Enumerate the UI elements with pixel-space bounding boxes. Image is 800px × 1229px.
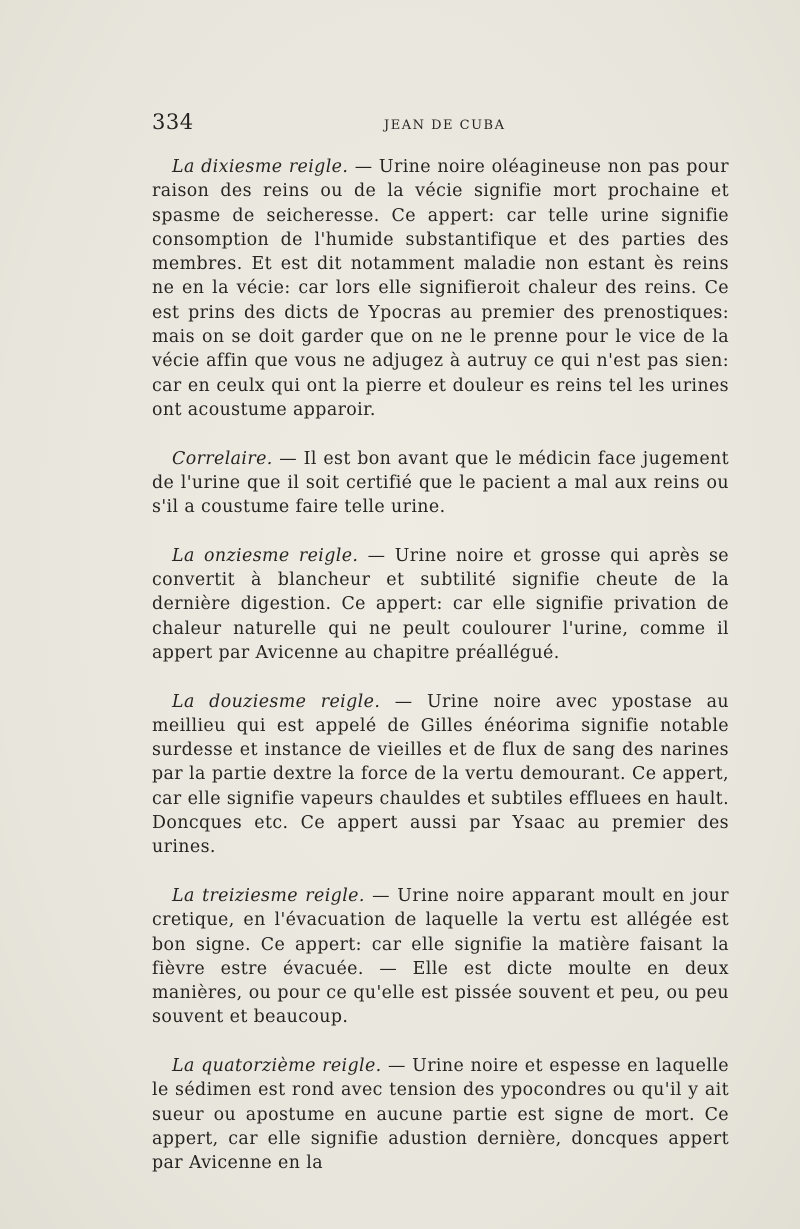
paragraph-correlaire [152,447,729,520]
page-header [152,110,728,140]
paragraph-onziesme-reigle [152,544,729,665]
page-number: 334 [152,110,194,134]
paragraph-text: — Urine noire avec ypostase au meillieu qui est appelé de Gilles énéorima signifie notable surdesse et instance de vieilles et de flux de sang des narines par la partie dextre la force de la vertu demourant. Ce appert, car elle signifie vapeurs chauldes et subtiles effluees en hault. Doncques etc. Ce appert aussi par Ysaac au premier des urines. [152,691,729,858]
rule-title: La dixiesme reigle. [172,157,349,177]
rule-title: La quatorzième reigle. [172,1055,382,1076]
paragraph-quatorzieme-reigle [152,1054,729,1175]
paragraph-treiziesme-reigle [152,884,729,1030]
rule-title: La douziesme reigle. [172,691,381,712]
paragraph-text: — Urine noire et espesse en laquelle le sédimen est rond avec tension des ypocondres ou qu'il y ait sueur ou apostume en aucune partie est signe de mort. Ce appert, car elle signifie adustion dernière, doncques appert par Avicenne en la [152,1055,729,1174]
rule-title: Correlaire. [172,448,273,469]
paragraph-douziesme-reigle [152,690,729,860]
paragraph-text: — Urine noire apparant moult en jour cretique, en l'évacuation de laquelle la vertu est allégée est bon signe. Ce appert: car elle signifie la matière faisant la fièvre estre évacuée. — Elle est dicte moulte en deux manières, ou pour ce qu'elle est pissée souvent et peu, ou peu souvent et beaucoup. [152,885,729,1028]
paragraph-text: — Il est bon avant que le médicin face jugement de l'urine que il soit certifié que le pacient a mal aux reins ou s'il a coustume faire telle urine. [152,448,729,518]
paragraph-dixiesme-reigle [152,155,729,422]
body-text [152,155,729,1175]
rule-title: La onziesme reigle. [172,545,359,566]
paragraph-text: — Urine noire oléagineuse non pas pour raison des reins ou de la vécie signifie mort prochaine et spasme de seicheresse. Ce appert: car telle urine signifie consomption de l'humide substantifique et des parties des membres. Et est dit notamment maladie non estant ès reins ne en la vécie: car lors elle signifieroit chaleur des reins. Ce est prins des dicts de Ypocras au premier des prenostiques: mais on se doit garder que on ne le prenne pour le vice de la vécie affin que vous ne adjugez à autruy ce qui n'est pas sien: car en ceulx qui ont la pierre et douleur es reins tel les urines ont acoustume apparoir. [152,157,729,420]
running-head: JEAN DE CUBA [384,118,506,133]
paragraph-text: — Urine noire et grosse qui après se convertit à blancheur et subtilité signifie cheute de la dernière digestion. Ce appert: car elle signifie privation de chaleur naturelle qui ne peult coulourer l'urine, comme il appert par Avicenne au chapitre préallégué. [152,545,729,663]
rule-title: La treiziesme reigle. [172,885,365,906]
